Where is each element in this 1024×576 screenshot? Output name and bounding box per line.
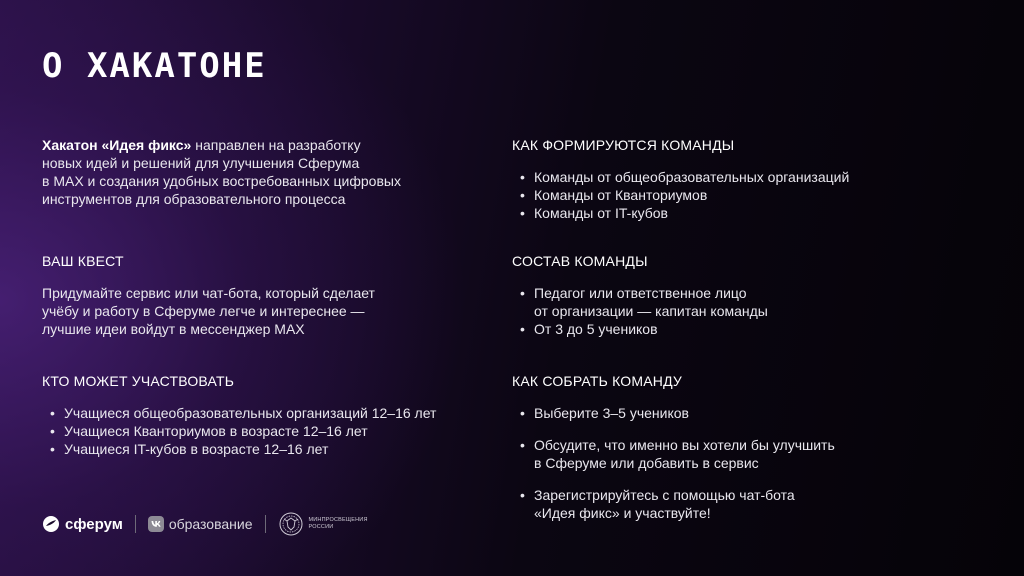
footer-divider-2 — [265, 515, 266, 533]
quest-line-1: Придумайте сервис или чат-бота, который сделает — [42, 285, 375, 301]
intro-paragraph — [42, 136, 482, 208]
quest-text — [42, 284, 482, 338]
composition-item-1-line-1: • Педагог или ответственное лицо — [534, 285, 747, 301]
composition-list — [512, 284, 982, 338]
who-item-1: • Учащиеся общеобразовательных организаций 12–16 лет — [42, 404, 482, 422]
composition-heading: СОСТАВ КОМАНДЫ — [512, 253, 648, 269]
formed-section — [512, 136, 982, 222]
who-heading: КТО МОЖЕТ УЧАСТВОВАТЬ — [42, 373, 235, 389]
sferum-logo-icon — [42, 515, 60, 533]
intro-line-3: в MAX и создания удобных востребованных цифровых — [42, 173, 401, 189]
vk-education-text: образование — [168, 516, 253, 532]
assemble-item-2-line-1: • Обсудите, что именно вы хотели бы улучшить — [534, 437, 835, 453]
assemble-item-3-line-1: • Зарегистрируйтесь с помощью чат-бота — [534, 487, 795, 503]
quest-line-2: учёбу и работу в Сферуме легче и интереснее — — [42, 303, 365, 319]
who-item-3: • Учащиеся IT-кубов в возрасте 12–16 лет — [42, 440, 482, 458]
composition-item-1 — [512, 284, 982, 320]
assemble-item-1: • Выберите 3–5 учеников — [512, 404, 982, 422]
composition-item-1-line-2: от организации — капитан команды — [534, 303, 768, 319]
footer-logos — [42, 510, 368, 538]
ministry-text — [309, 517, 368, 531]
formed-item-3: • Команды от IT-кубов — [512, 204, 982, 222]
ministry-text-line-2: РОССИИ — [308, 524, 334, 530]
who-list — [42, 404, 482, 458]
assemble-heading: КАК СОБРАТЬ КОМАНДУ — [512, 373, 683, 389]
quest-section — [42, 252, 482, 338]
formed-item-1: • Команды от общеобразовательных организаций — [512, 168, 982, 186]
sferum-logo — [42, 515, 123, 533]
formed-heading: КАК ФОРМИРУЮТСЯ КОМАНДЫ — [512, 137, 735, 153]
ministry-text-line-1: МИНПРОСВЕЩЕНИЯ — [308, 517, 368, 523]
vk-logo-icon — [148, 516, 164, 532]
who-item-2: • Учащиеся Кванториумов в возрасте 12–16 лет — [42, 422, 482, 440]
formed-list — [512, 168, 982, 222]
intro-line-1: направлен на разработку — [191, 137, 361, 153]
composition-section — [512, 252, 982, 338]
slide-title: О ХАКАТОНЕ — [42, 46, 267, 86]
assemble-item-2-line-2: в Сферуме или добавить в сервис — [534, 455, 759, 471]
assemble-item-3 — [512, 486, 982, 522]
assemble-item-3-line-2: «Идея фикс» и участвуйте! — [534, 505, 711, 521]
who-section — [42, 372, 482, 458]
assemble-section — [512, 372, 982, 522]
quest-line-3: лучшие идеи войдут в мессенджер MAX — [42, 321, 305, 337]
quest-heading: ВАШ КВЕСТ — [42, 253, 124, 269]
ministry-logo — [278, 511, 368, 537]
formed-item-2: • Команды от Кванториумов — [512, 186, 982, 204]
sferum-logo-text: сферум — [65, 515, 123, 533]
assemble-list — [512, 404, 982, 522]
footer-divider-1 — [135, 515, 136, 533]
ministry-emblem-icon — [278, 511, 304, 537]
intro-line-2: новых идей и решений для улучшения Сферума — [42, 155, 360, 171]
vk-education-logo — [148, 516, 253, 532]
composition-item-2: • От 3 до 5 учеников — [512, 320, 982, 338]
intro-bold: Хакатон «Идея фикс» — [42, 137, 192, 153]
intro-line-4: инструментов для образовательного процесса — [42, 191, 346, 207]
assemble-item-2 — [512, 436, 982, 472]
